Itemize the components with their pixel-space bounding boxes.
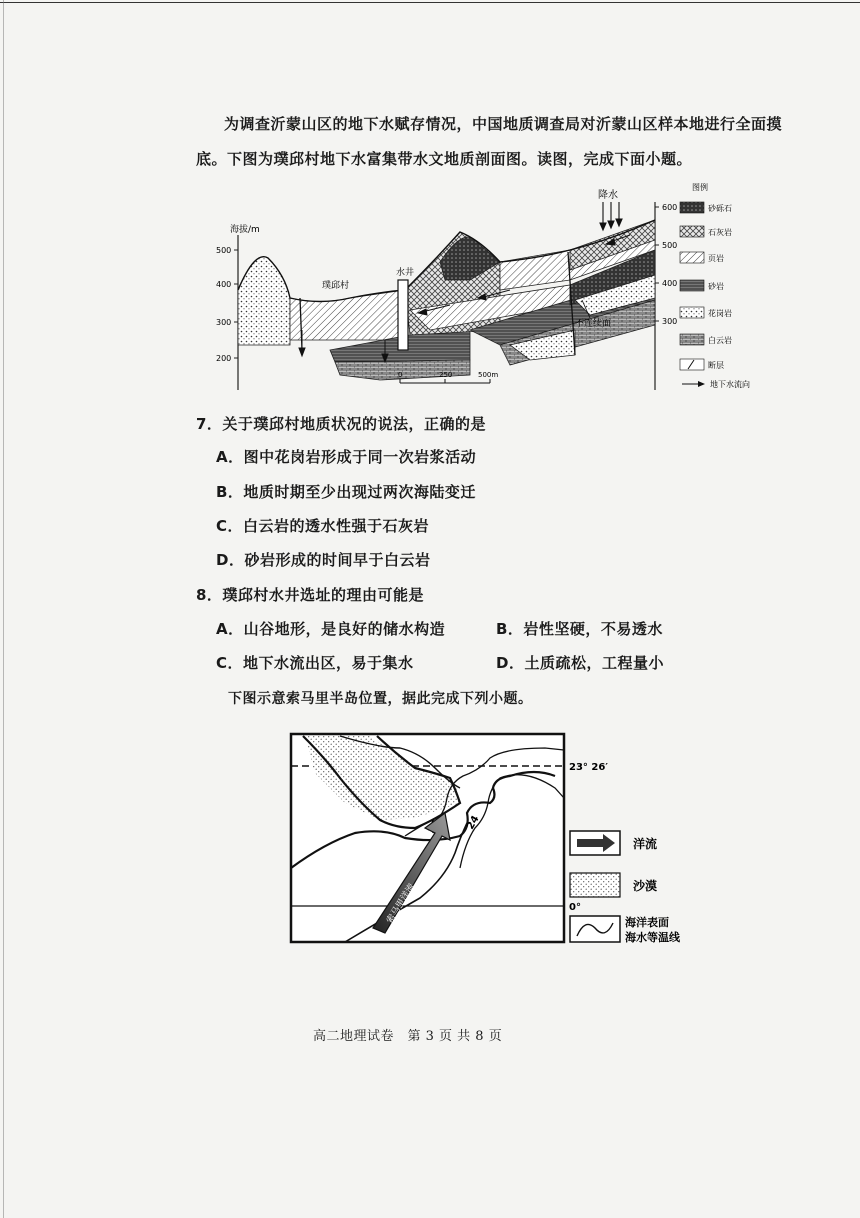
y-axis-label: 海拔/m xyxy=(230,225,260,235)
legend-label: 海洋表面 xyxy=(625,916,669,929)
legend-title: 图例 xyxy=(692,183,708,192)
scale-label: 500m xyxy=(478,371,499,379)
question-7-option-b[interactable]: B．地质时期至少出现过两次海陆变迁 xyxy=(216,483,476,501)
legend-label: 石灰岩 xyxy=(708,228,732,237)
granite-left xyxy=(238,257,290,345)
question-8-option-b[interactable]: B．岩性坚硬，不易透水 xyxy=(496,620,663,638)
legend-label: 洋流 xyxy=(633,837,658,851)
legend-label: 沙漠 xyxy=(633,879,658,893)
geologic-cross-section-figure xyxy=(210,180,770,395)
legend-label: 花岗岩 xyxy=(708,309,732,318)
intro-2: 下图示意索马里半岛位置，据此完成下列小题。 xyxy=(228,691,533,707)
scan-top-border xyxy=(0,2,860,3)
legend-swatch-granite xyxy=(680,307,704,318)
left-tick: 400 xyxy=(216,280,232,289)
latitude-label: 23° 26′ xyxy=(569,762,608,773)
intro-line-1: 为调查沂蒙山区的地下水赋存情况，中国地质调查局对沂蒙山区样本地进行全面摸 xyxy=(224,115,783,133)
unconformity-label: 不连续面 xyxy=(575,319,612,329)
question-8-stem: 8．璞邱村水井选址的理由可能是 xyxy=(196,586,424,604)
well-label: 水井 xyxy=(396,268,415,278)
somali-peninsula-map xyxy=(285,728,705,948)
equator-label: 0° xyxy=(569,902,581,913)
legend-label: 砂砾石 xyxy=(708,204,732,213)
page-footer: 高二地理试卷 第 3 页 共 8 页 xyxy=(313,1029,503,1044)
question-7-option-d[interactable]: D．砂岩形成的时间早于白云岩 xyxy=(216,551,431,569)
legend-swatch-limestone xyxy=(680,226,704,237)
right-tick: 600 xyxy=(662,203,678,212)
rain-arrows xyxy=(600,202,622,230)
question-8-option-a[interactable]: A．山谷地形，是良好的储水构造 xyxy=(216,620,446,638)
legend-label: 页岩 xyxy=(708,254,724,263)
scale-label: 250 xyxy=(439,371,453,379)
left-tick: 200 xyxy=(216,354,232,363)
left-tick: 300 xyxy=(216,318,232,327)
legend-swatch-fault xyxy=(680,359,704,370)
legend-label: 白云岩 xyxy=(708,336,732,345)
legend-label: 砂岩 xyxy=(708,282,724,291)
legend-swatch-desert xyxy=(570,873,620,897)
legend-label: 地下水流向 xyxy=(710,380,750,389)
legend-swatch-shale xyxy=(680,252,704,263)
legend-swatch-gravel xyxy=(680,202,704,213)
question-7-stem: 7．关于璞邱村地质状况的说法，正确的是 xyxy=(196,415,486,433)
right-tick: 500 xyxy=(662,241,678,250)
village-label: 璞邱村 xyxy=(322,281,350,291)
scan-left-border xyxy=(3,0,4,1218)
legend-swatch-dolomite xyxy=(680,334,704,345)
legend-label: 断层 xyxy=(708,361,724,370)
water-well xyxy=(398,280,408,350)
right-tick: 400 xyxy=(662,279,678,288)
intro-line-2: 底。下图为璞邱村地下水富集带水文地质剖面图。读图，完成下面小题。 xyxy=(196,150,693,168)
scale-label: 0 xyxy=(398,371,403,379)
shale-valley xyxy=(290,290,405,340)
question-8-option-c[interactable]: C．地下水流出区，易于集水 xyxy=(216,654,414,672)
legend-label: 海水等温线 xyxy=(625,931,680,944)
question-7-option-a[interactable]: A．图中花岗岩形成于同一次岩浆活动 xyxy=(216,448,477,466)
isotherm-label-24: 24 xyxy=(465,813,482,832)
rain-label: 降水 xyxy=(598,190,618,201)
right-tick: 300 xyxy=(662,317,678,326)
legend-swatch-sandstone xyxy=(680,280,704,291)
current-name-label: 索马里洋流 xyxy=(385,882,418,926)
left-tick: 500 xyxy=(216,246,232,255)
question-7-option-c[interactable]: C．白云岩的透水性强于石灰岩 xyxy=(216,517,430,535)
question-8-option-d[interactable]: D．土质疏松，工程量小 xyxy=(496,654,664,672)
